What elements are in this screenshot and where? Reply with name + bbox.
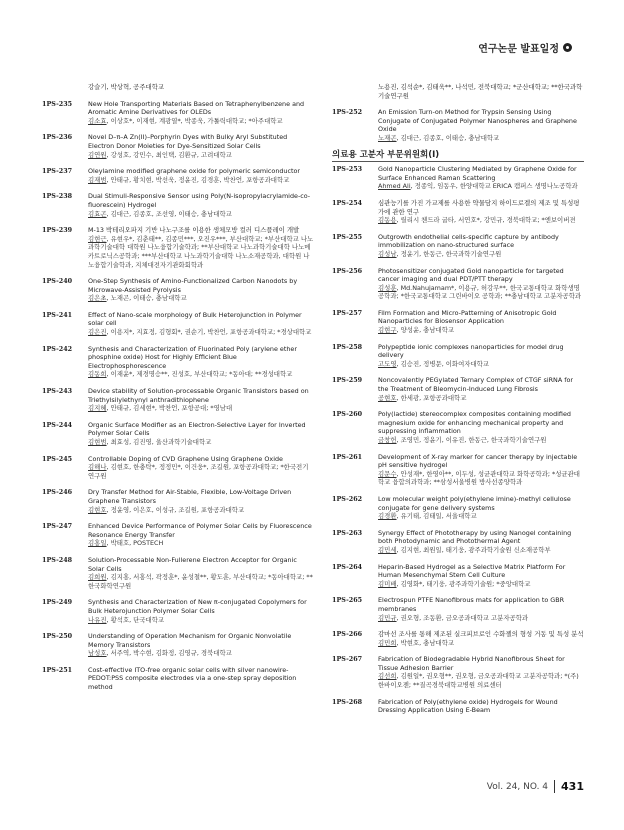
page-number: 431: [554, 780, 584, 793]
entry-authors: [378, 470, 584, 487]
entry-title: Cost-effective ITO-free organic solar cells with silver nanowire-PEDOT:PSS composite electrodes via a one-step spray deposition method: [88, 665, 297, 692]
entry-id: 1PS-244: [42, 420, 73, 429]
right-column: [332, 83, 584, 723]
author-list: , 정윤기, 한동근, 한국과학기술연구원: [396, 249, 502, 258]
entry-title: Noncovalently PEGylated Ternary Complex of CTGF siRNA for the Treatment of Bleomycin-Induced Lung Fibrosis: [378, 376, 574, 394]
first-author: 김은진: [88, 328, 107, 337]
entry-id: 1PS-249: [42, 598, 73, 607]
program-entry: [332, 453, 584, 487]
entry-id: 1PS-254: [332, 198, 363, 207]
entry-authors: [88, 539, 314, 548]
first-author: 김미배: [378, 579, 397, 588]
entry-authors: [88, 328, 314, 337]
section-title: 의료용 고분자 부문위원회(I): [332, 151, 584, 163]
first-author: 김성훈: [378, 283, 397, 292]
entry-title: Understanding of Operation Mechanism for Organic Nonvolatile Memory Transistors: [88, 632, 292, 649]
first-author: 금창헌: [378, 436, 397, 444]
author-list: , 김대근, 김종호, 이태승, 충남대학교: [396, 133, 500, 142]
entry-authors: [378, 360, 584, 369]
author-list: , 양성윤, 충남대학교: [396, 326, 455, 335]
program-entry: [332, 267, 584, 301]
entry-title: Gold Nanoparticle Clustering Mediated by Graphene Oxide for Surface Enhanced Raman Scattering: [378, 165, 577, 182]
first-author: 김민세: [378, 545, 397, 554]
entry-id: 1PS-239: [42, 226, 73, 235]
program-entry: [42, 488, 314, 514]
first-author: 김소효: [88, 116, 107, 125]
entry-title: An Emission Turn-on Method for Trypsin Sensing Using Conjugate of Conjugated Polymer Nanospheres and Graphene Oxide: [378, 108, 577, 134]
entry-title: Oleylamine modified graphene oxide for polymeric semiconductor: [88, 167, 301, 176]
entry-title: Synthesis and Characterization of New π-conjugated Copolymers for Bulk Heterojunction Polymer Solar Cells: [88, 598, 307, 615]
program-entry: [332, 655, 584, 689]
first-author: 고도영: [378, 359, 397, 368]
entry-authors: [88, 117, 314, 126]
entry-title: Development of X-ray marker for cancer therapy by injectable pH sensitive hydrogel: [378, 452, 578, 470]
entry-authors: [88, 616, 314, 625]
first-author: 김해나: [88, 463, 107, 472]
left-column: [42, 83, 314, 700]
header-title: 연구논문 발표일정: [478, 44, 559, 55]
entry-title: Synergy Effect of Phototherapy by using Nanogel containing both Photodynamic and Photothermal Agent: [378, 528, 572, 546]
program-entry: [42, 311, 314, 337]
entry-title: Fabrication of Poly(ethylene oxide) Hydrogels for Wound Dressing Application Using E-Beam: [378, 697, 558, 715]
author-list: , Md.Nahujamam*, 이용규, 허강무**, 한국교통대학교 화학생명공학과; *한국교통대학교 그린바이오 공학과; **충남대학교 고분자공학과: [378, 283, 582, 301]
first-author: 김재범: [88, 175, 107, 184]
entry-title: Polypeptide ionic complexes nanoparticles for model drug delivery: [378, 342, 564, 360]
first-author: 나유진: [88, 615, 107, 624]
entry-authors: [88, 210, 314, 219]
entry-id: 1PS-261: [332, 452, 363, 461]
entry-title: Poly(lactide) stereocomplex composites containing modified magnesium oxide for enhancing mechanical property and suppressing inflammation: [378, 410, 571, 436]
entry-authors: [88, 573, 314, 590]
page-footer: [487, 780, 584, 793]
first-author: 김효곤: [88, 209, 107, 218]
entry-id: 1PS-241: [42, 310, 73, 319]
program-entry: [42, 226, 314, 269]
entry-id: 1PS-264: [332, 562, 363, 571]
program-entry: [42, 133, 314, 159]
program-entry: [332, 199, 584, 225]
entry-id: 1PS-245: [42, 454, 73, 463]
first-author: 공현호: [378, 393, 397, 402]
entry-authors: [378, 546, 584, 555]
author-list: , 김석순*, 김태욱**, 나석민, 전북대학교; *군산대학교; **한국과학기술연구원: [378, 83, 583, 100]
entry-id: 1PS-251: [42, 665, 73, 674]
author-list: , 황석호, 단국대학교: [106, 615, 165, 624]
first-author: 김현구: [378, 326, 397, 335]
entry-authors: [378, 672, 584, 689]
program-entry: [332, 596, 584, 622]
entry-id: 1PS-257: [332, 308, 363, 317]
author-list: , 김승진, 정병문, 이화여자대학교: [396, 359, 489, 368]
first-author: 강슬기: [88, 83, 107, 91]
program-entry: [332, 495, 584, 521]
entry-title: Film Formation and Micro-Patterning of Anisotropic Gold Nanoparticles for Biosensor Application: [378, 308, 557, 326]
program-entry: [332, 233, 584, 259]
first-author: 김연원: [88, 150, 107, 159]
program-entry: [42, 632, 314, 658]
entry-id: 1PS-250: [42, 632, 73, 641]
entry-title: Enhanced Device Performance of Polymer Solar Cells by Fluorescence Resonance Energy Transfer: [88, 522, 312, 539]
program-entry: [332, 309, 584, 335]
entry-title: Dry Transfer Method for Air-Stable, Flexible, Low-Voltage Driven Graphene Transistors: [88, 488, 292, 505]
volume-info: Vol. 24, NO. 4: [486, 781, 549, 792]
entry-title: Solution-Processable Non-Fullerene Electron Acceptor for Organic Solar Cells: [88, 555, 297, 573]
author-list: , 정종익, 임동우, 한양대학교 ERICA 캠퍼스 생명나노공학과: [410, 182, 578, 191]
author-list: , 안태규, 황치현, 박선욱, 정윤진, 김경훈, 박찬언, 포항공과대학교: [106, 175, 290, 184]
entry-authors: [88, 438, 314, 447]
entry-authors: [88, 506, 314, 515]
first-author: 김현근: [88, 234, 107, 243]
author-list: , 박상혁, 공주대학교: [106, 83, 165, 91]
program-entry: [332, 698, 584, 715]
entry-title: Electrospun PTFE Nanofibrous mats for application to GBR membranes: [378, 596, 565, 613]
entry-authors: [378, 614, 584, 623]
entry-title: Heparin-Based Hydrogel as a Selective Matrix Platform For Human Mesenchymal Stem Cell Culture: [378, 562, 566, 580]
first-author: 노용진: [378, 83, 397, 91]
entry-id: 1PS-263: [332, 528, 363, 537]
entry-title: New Hole Transporting Materials Based on Tetraphenylbenzene and Aromatic Amine Derivatives for OLEDs: [88, 99, 305, 117]
entry-authors: [378, 216, 584, 225]
entry-authors: [88, 151, 314, 160]
first-author: 김은초: [88, 294, 107, 303]
entry-title: 감마선 조사를 통해 제조된 실크피브로인 수화젤의 형성 거동 및 특성 분석: [378, 630, 584, 639]
entry-authors: [378, 580, 584, 589]
entry-title: Outgrowth endothelial cells-specific capture by antibody immobilization on nano-structured surface: [378, 232, 559, 250]
entry-title: Novel D–π–A Zn(II)–Porphyrin Dyes with Bulky Aryl Substituted Electron Donor Moieties for Dye-Sensitized Solar Cells: [88, 133, 288, 150]
first-author: 김현범: [88, 438, 107, 446]
entry-authors: [378, 436, 584, 445]
entry-authors: [378, 639, 584, 648]
entry-title: Fabrication of Biodegradable Hybrid Nanofibrous Sheet for Tissue Adhesion Barrier: [378, 655, 565, 672]
author-list: , 권오형, 조동환, 금오공과대학교 고분자공학과: [396, 613, 529, 622]
first-author: 노재곤: [378, 133, 397, 142]
page-header: [478, 40, 572, 55]
entry-title: Dual Stimuli-Responsive Sensor using Poly(N-isopropylacrylamide-co-fluorescein) Hydrogel: [88, 192, 311, 209]
program-entry: [42, 167, 314, 184]
program-entry: [332, 529, 584, 555]
entry-authors: [378, 182, 584, 191]
first-author: 김민희: [378, 638, 397, 647]
author-list: , 이재윤*, 제경명승**, 진성호, 부산대학교; *동아대; **경성대학교: [106, 370, 293, 379]
entry-id: 1PS-255: [332, 232, 363, 241]
entry-authors: [88, 370, 314, 379]
entry-id: 1PS-247: [42, 522, 73, 531]
author-list: , 한세광, 포항공과대학교: [396, 393, 467, 402]
author-list: , 노재곤, 이태승, 충남대학교: [106, 294, 187, 303]
entry-authors: [378, 326, 584, 335]
entry-id: 1PS-253: [332, 165, 363, 174]
program-entry: [42, 345, 314, 379]
first-author: 김동용: [378, 216, 397, 225]
author-list: , 유현우*, 김춘태**, 김종민***, 오진우***, 부산대학교; *부산대학교 나노과학기술대학 대학원 나노융합기술학과; **부산대학교 나노과학기술대학 나노메카트로닉스공학과; ***부산대학교 나노과학기술대학 나노소재공학과, 대학원 나노융합기술학과, 지체대전자기관화회학과: [88, 234, 314, 269]
entry-authors: [88, 235, 314, 269]
entry-id: 1PS-248: [42, 555, 73, 564]
first-author: 김현호: [88, 505, 107, 514]
first-author: 김경환: [378, 512, 397, 521]
entry-id: 1PS-242: [42, 344, 73, 353]
entry-title: Photosensitizer conjugated Gold nanoparticle for targeted cancer imaging and dual PDT/PTT therapy: [378, 266, 564, 284]
program-entry: [42, 666, 314, 692]
continuation-authors: [42, 83, 314, 92]
author-list: , 정윤영, 이은호, 이성규, 조길원, 포항공과대학교: [106, 505, 245, 514]
author-list: , 김현호, 한충탁*, 정정민*, 이건웅*, 조길원, 포항공과대학교; *한국전기연구원: [88, 463, 309, 480]
program-entry: [42, 100, 314, 126]
first-author: 남성호: [88, 649, 107, 658]
program-entry: [42, 277, 314, 303]
entry-id: 1PS-265: [332, 596, 363, 605]
entry-id: 1PS-268: [332, 697, 363, 706]
first-author: 김문수: [378, 469, 397, 478]
author-list: , 최효성, 김진영, 울산과학기술대학교: [106, 438, 212, 446]
entry-authors: [378, 134, 584, 143]
author-list: , 릴리시 첸드라 굽타, 서연호*, 강민규, 경북대학교; *엔보이버젼: [396, 216, 576, 225]
author-list: , 안성재*, 한영아**, 이두성, 성균관대학교 화학공학과; *성균관대학교 융합의과학과; **삼성서울병원 방사선종양학과: [378, 469, 580, 487]
entry-title: Low molecular weight poly(ethylene imine)-methyl cellulose conjugate for gene delivery systems: [378, 494, 571, 512]
author-list: , 김영화*, 태기웅, 광주과학기술원; *중앙대학교: [396, 579, 531, 588]
program-entry: [42, 556, 314, 590]
author-list: , 김지현, 최원일, 태기웅, 광주과학기술원 신소재공학부: [396, 545, 551, 554]
entry-authors: [378, 284, 584, 301]
entry-id: 1PS-235: [42, 99, 73, 108]
entry-authors: [378, 394, 584, 403]
first-author: Ahmed Ali: [378, 182, 411, 191]
entry-id: 1PS-262: [332, 494, 363, 503]
program-entry: [332, 410, 584, 444]
entry-id: 1PS-256: [332, 266, 363, 275]
bullet-icon: [563, 43, 572, 52]
author-list: , 유기태, 김태일, 서울대학교: [396, 512, 477, 521]
entry-id: 1PS-236: [42, 133, 73, 142]
author-list: , 서주역, 박수현, 김화정, 김영규, 경북대학교: [106, 649, 232, 658]
author-list: , 이용지*, 지효정, 김형회*, 권순기, 박찬언, 포항공과대학교; *경상대학교: [106, 328, 312, 337]
program-entry: [332, 108, 584, 142]
first-author: 김선희: [378, 672, 397, 681]
entry-authors: [88, 649, 314, 658]
entry-title: Controllable Doping of CVD Graphene Using Graphene Oxide: [88, 454, 283, 463]
entry-title: Device stability of Solution-processable Organic Transistors based on Triethylsilylethynyl anthradithiophene: [88, 387, 309, 404]
first-author: 김희원: [88, 573, 107, 582]
first-author: 김지혜: [88, 404, 107, 413]
program-entry: [42, 598, 314, 624]
entries-after-section: [332, 165, 584, 715]
entry-id: 1PS-240: [42, 277, 73, 286]
author-list: , 박현호, 충남대학교: [396, 638, 455, 647]
entry-title: Synthesis and Characterization of Fluorinated Poly (arylene ether phosphine oxide) Host for Highly Efficient Blue Electrophosphorescence: [88, 344, 297, 370]
program-entry: [332, 343, 584, 369]
entry-id: 1PS-259: [332, 376, 363, 385]
author-list: , 조영민, 정윤기, 이유진, 한동근, 한국과학기술연구원: [396, 436, 547, 444]
entry-id: 1PS-266: [332, 630, 363, 639]
program-entry: [42, 387, 314, 413]
program-entry: [42, 192, 314, 218]
first-author: 김민규: [378, 613, 397, 622]
entry-id: 1PS-237: [42, 167, 73, 176]
entry-id: 1PS-258: [332, 342, 363, 351]
first-author: 김동희: [88, 370, 107, 379]
author-list: , 안태규, 김세현*, 박찬언, 포항공대; *영남대: [106, 404, 233, 413]
entry-title: One-Step Synthesis of Amino-Functionalized Carbon Nanodots by Microwave-Assisted Pyrolysis: [88, 277, 298, 294]
continuation-authors: [332, 83, 584, 100]
author-list: , 이상호*, 이재현, 계광열*, 박종욱, 가톨릭대학교; *아주대학교: [106, 116, 283, 125]
program-entry: [42, 421, 314, 447]
entry-title: M-13 박테리오파지 기반 나노구조를 이용한 생체모방 컬러 디스플레이 개발: [88, 226, 300, 235]
entry-title: 심관능기를 가진 가교제를 사용한 약물담지 하이드로겔의 제조 및 특성평가에 관한 연구: [378, 198, 580, 216]
entry-authors: [88, 176, 314, 185]
entry-authors: [88, 463, 314, 480]
author-list: , 박태호, POSTECH: [106, 539, 164, 548]
entry-authors: [378, 512, 584, 521]
program-entry: [332, 630, 584, 647]
program-entry: [332, 165, 584, 191]
entry-id: 1PS-252: [332, 108, 363, 117]
entry-authors: [378, 250, 584, 259]
author-list: , 김지홍, 서홍석, 곽정훈*, 윤성철**, 황도훈, 부산대학교; *동아대학교; **한국화학연구원: [88, 573, 313, 590]
program-entry: [332, 563, 584, 589]
entry-id: 1PS-260: [332, 410, 363, 419]
entry-id: 1PS-267: [332, 655, 363, 664]
program-entry: [42, 455, 314, 481]
first-author: 김홍일: [88, 539, 107, 548]
program-entry: [42, 522, 314, 548]
entry-id: 1PS-238: [42, 192, 73, 201]
entry-authors: [88, 294, 314, 303]
entry-id: 1PS-246: [42, 488, 73, 497]
entry-authors: [88, 404, 314, 413]
author-list: , 김원일*, 권오형**, 권오형, 금오공과대학교 고분자공학과; *(주)한바이오젠; **질곡경북대학교병원 의료센터: [378, 672, 579, 690]
entry-title: Effect of Nano-scale morphology of Bulk Heterojunction in Polymer solar cell: [88, 310, 302, 328]
entries-before-section: [332, 108, 584, 142]
entry-id: 1PS-243: [42, 387, 73, 396]
first-author: 김성남: [378, 249, 397, 258]
program-entry: [332, 376, 584, 402]
author-list: , 강성호, 강민수, 최인택, 김환규, 고려대학교: [106, 150, 232, 159]
entry-title: Organic Surface Modifier as an Electron-Selective Layer for Inverted Polymer Solar Cells: [88, 420, 306, 438]
author-list: , 김대근, 김종호, 조선영, 이태승, 충남대학교: [106, 209, 232, 218]
